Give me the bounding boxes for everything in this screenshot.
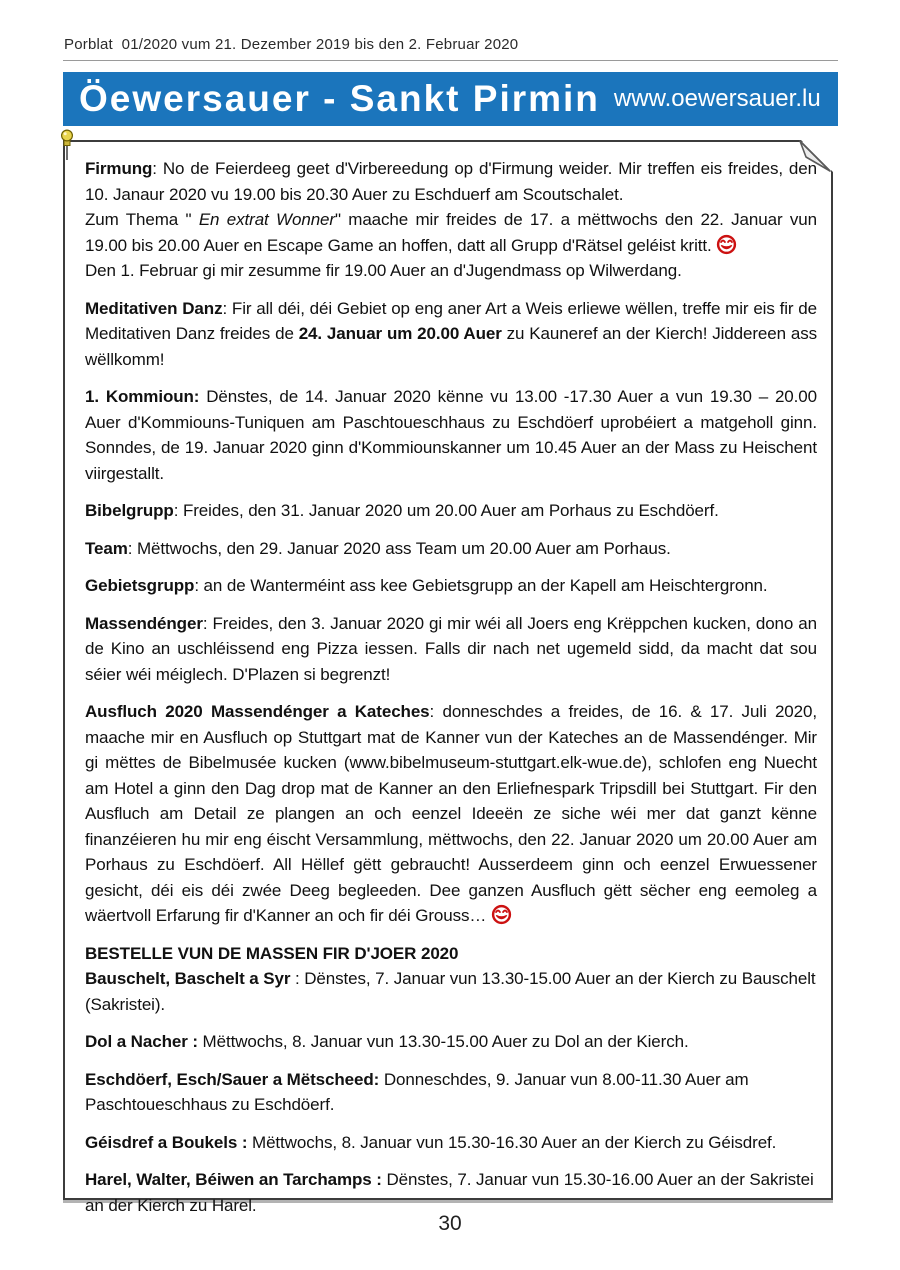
paragraph xyxy=(85,384,817,486)
paragraph-label: Dol a Nacher : xyxy=(85,1032,198,1051)
smiley-icon xyxy=(491,904,512,925)
paragraph-label: BESTELLE VUN DE MASSEN FIR D'JOER 2020 xyxy=(85,943,459,963)
paragraph xyxy=(85,1067,817,1118)
paragraph-label: 24. Januar um 20.00 Auer xyxy=(298,324,502,343)
paragraph xyxy=(85,1130,817,1156)
paragraph-text: : Freides, den 31. Januar 2020 um 20.00 Auer am Porhaus zu Eschdöerf. xyxy=(173,501,719,520)
banner-title: Öewersauer - Sankt Pirmin xyxy=(79,78,600,119)
paragraph-label: Massendénger xyxy=(85,613,203,633)
paragraph-text: Mëttwochs, 8. Januar vun 13.30-15.00 Auer zu Dol an der Kierch. xyxy=(197,1032,689,1051)
note-body xyxy=(85,156,817,1218)
paragraph-label: Bibelgrupp xyxy=(85,501,174,520)
paragraph xyxy=(85,611,817,688)
paragraph-text: Dënstes, 7. Januar vun 15.30-16.00 Auer an der Sakristei an der Kierch zu Harel. xyxy=(85,1170,814,1215)
paragraph-label: Harel, Walter, Béiwen an Tarchamps : xyxy=(85,1170,382,1189)
page-number: 30 xyxy=(438,1212,462,1235)
smiley-icon xyxy=(716,234,737,255)
paragraph-label: Meditativen Danz xyxy=(85,298,223,318)
paragraph-text: : Mëttwochs, den 29. Januar 2020 ass Team um 20.00 Auer am Porhaus. xyxy=(127,538,671,558)
paragraph-label: Bauschelt, Baschelt a Syr xyxy=(85,969,291,988)
paragraph xyxy=(85,156,817,284)
paragraph-text: Dënstes, de 14. Januar 2020 kënne vu 13.00 -17.30 Auer a vun 19.30 – 20.00 Auer d'Kommiouns-Tuniquen am Paschtoueschhaus zu Eschdöerf uprobéiert a matgeholl ginn. Sonndes, de 19. Januar 2020 ginn d'Kommiounskanner um 10.45 Auer an der Mass zu Heischent viirgestallt. xyxy=(85,387,817,483)
paragraph-label: Ausfluch 2020 Massendénger a Kateches xyxy=(85,702,430,721)
parish-banner xyxy=(63,72,838,126)
paragraph-text: : Dënstes, 7. Januar vun 13.30-15.00 Auer an der Kierch zu Bauschelt (Sakristei). xyxy=(85,969,816,1014)
header-divider xyxy=(63,60,838,61)
paragraph-label: Géisdref a Boukels : xyxy=(85,1132,248,1152)
paragraph xyxy=(85,573,817,599)
paragraph xyxy=(85,498,817,524)
paragraph xyxy=(85,941,817,1018)
paragraph-text: Den 1. Februar gi mir zesumme fir 19.00 Auer an d'Jugendmass op Wilwerdang. xyxy=(85,261,682,280)
paragraph-text: : Fir all déi, déi Gebiet op eng aner Art a Weis erliewe wëllen, treffe mir eis fir de Meditativen Danz freides de xyxy=(85,298,817,343)
paragraph-text: Mëttwochs, 8. Januar vun 15.30-16.30 Auer an der Kierch zu Géisdref. xyxy=(247,1132,777,1152)
paragraph-text: En extrat Wonner xyxy=(198,210,335,229)
issue-line: Porblat 01/2020 vum 21. Dezember 2019 bis den 2. Februar 2020 xyxy=(64,36,519,53)
paragraph xyxy=(85,1029,817,1055)
note-box xyxy=(63,140,833,1215)
paragraph-text: " maache mir freides de 17. a mëttwochs den 22. Januar vun 19.00 bis 20.00 Auer en Escape Game an hoffen, datt all Grupp d'Rätsel geléist kritt. xyxy=(85,210,817,255)
paragraph-label: 1. Kommioun: xyxy=(85,387,200,406)
paragraph-label: Firmung xyxy=(85,159,153,178)
paragraph-text: : donneschdes a freides, de 16. & 17. Juli 2020, maache mir en Ausfluch op Stuttgart mat de Kanner vun der Kateches an de Massendénger. Mir gi mëttes de Bibelmusée kucken (www.bibelmuseum-stuttgart.elk-wue.de), schlofen eng Nuecht am Hotel a ginn den Dag drop mat de Kanner an den Erliefnespark Tripsdill bei Stuttgart. Fir den Ausfluch am Detail ze plangen an och eenzel Ideeën ze siche wéi mer dat ganzt kënne finanzéieren hu mir eng éischt Versammlung, mëttwochs, den 22. Januar 2020 um 20.00 Auer am Porhaus zu Eschdöerf. All Hëllef gëtt gebraucht! Ausserdeem ginn och eenzel Erwuessener gesicht, déi eis déi zwée Deeg begleeden. Dee ganzen Ausfluch gëtt sëcher eng eemoleg a wäertvoll Erfarung fir d'Kanner an och fir déi Grouss… xyxy=(85,702,817,925)
paragraph xyxy=(85,699,817,929)
pushpin-icon xyxy=(57,129,77,163)
paragraph-text: Donneschdes, 9. Januar vun 8.00-11.30 Auer am Paschtoueschhaus zu Eschdöerf. xyxy=(85,1069,749,1114)
paragraph xyxy=(85,296,817,373)
banner-website: www.oewersauer.lu xyxy=(613,85,821,112)
paragraph xyxy=(85,1167,817,1218)
paragraph xyxy=(85,536,817,562)
paragraph-text: zu Kauneref an der Kierch! Jiddereen ass wëllkomm! xyxy=(85,324,818,369)
paragraph-text: : Freides, den 3. Januar 2020 gi mir wéi all Joers eng Krëppchen kucken, dono an de Kino an uschléissend eng Pizza iessen. Falls dir nach net ugemeld sidd, da macht dat sou séier wéi méiglech. D'Plazen si begrenzt! xyxy=(85,613,817,684)
paragraph-label: Gebietsgrupp xyxy=(85,576,195,595)
paragraph-label: Team xyxy=(85,538,128,558)
folded-corner-icon xyxy=(789,140,833,184)
paragraph-label: Eschdöerf, Esch/Sauer a Mëtscheed: xyxy=(85,1069,380,1089)
paragraph-text: : No de Feierdeeg geet d'Virbereedung op d'Firmung weider. Mir treffen eis freides, den 10. Janaur 2020 vu 19.00 bis 20.30 Auer zu Eschduerf am Scoutschalet. xyxy=(85,159,817,204)
paragraph-text: Zum Thema " xyxy=(85,210,199,229)
paragraph-text: : an de Wanterméint ass kee Gebietsgrupp an der Kapell am Heischtergronn. xyxy=(194,576,768,595)
